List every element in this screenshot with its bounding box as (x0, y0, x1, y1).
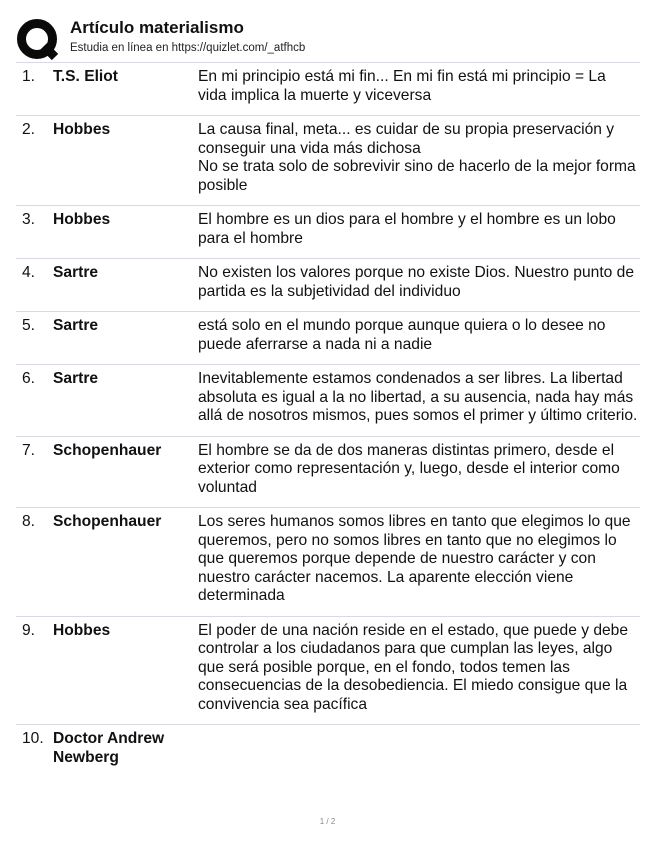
study-online-link[interactable]: Estudia en línea en https://quizlet.com/_atfhcb (70, 42, 306, 54)
definition-line: La causa final, meta... es cuidar de su propia preservación y conseguir una vida más dichosa (198, 121, 615, 157)
card-term: Schopenhauer (53, 441, 162, 459)
definition-line: Los seres humanos somos libres en tanto que elegimos lo que queremos, pero no somos libres en tanto que no elegimos lo que queremos porque depende de nuestro carácter y con nuestro carácter nacemos. La aparente elección viene determinada (198, 513, 631, 604)
flashcard-row (16, 725, 640, 771)
card-definition (198, 264, 638, 301)
flashcard-row (16, 437, 640, 509)
definition-line: Inevitablemente estamos condenados a ser libres. La libertad absoluta es igual a la no libertad, a su ausencia, nada hay más allá de nosotros mismos, pues somos el primer y último criterio. (198, 370, 638, 424)
card-term: Sartre (53, 370, 99, 387)
flashcard-row (16, 259, 640, 312)
card-number: 5. (22, 317, 36, 334)
flashcard-row (16, 312, 640, 365)
card-term: Hobbes (53, 211, 111, 228)
document-title: Artículo materialismo (70, 18, 244, 37)
card-definition (198, 317, 638, 354)
card-term: Hobbes (53, 121, 111, 138)
definition-line: está solo en el mundo porque aunque quiera o lo desee no puede aferrarse a nada ni a nadie (198, 317, 606, 353)
definition-line: No se trata solo de sobrevivir sino de hacerlo de la mejor forma posible (198, 158, 636, 194)
card-number: 4. (22, 264, 36, 281)
card-definition (198, 730, 638, 748)
card-definition (198, 121, 638, 195)
card-definition (198, 513, 638, 606)
card-term: Doctor Andrew Newberg (53, 730, 165, 766)
definition-line: No existen los valores porque no existe Dios. Nuestro punto de partida es la subjetividad del individuo (198, 264, 635, 300)
card-term: Hobbes (53, 621, 111, 639)
card-number: 8. (22, 513, 36, 530)
card-number: 3. (22, 211, 36, 228)
definition-line: El poder de una nación reside en el estado, que puede y debe controlar a los ciudadanos para que cumplan las leyes, algo que será posible porque, en el fondo, todos temen las consecuencias de la desobediencia. El miedo consigue que la convivencia sea pacífica (198, 621, 629, 713)
flashcard-row (16, 206, 640, 259)
card-definition (198, 68, 638, 105)
quizlet-logo-icon (16, 18, 62, 64)
flashcard-row (16, 617, 640, 726)
card-definition (198, 370, 638, 426)
flashcard-list (0, 63, 655, 771)
definition-line: En mi principio está mi fin... En mi fin está mi principio = La vida implica la muerte y viceversa (198, 68, 606, 104)
card-definition (198, 622, 638, 715)
flashcard-row (16, 63, 640, 116)
document-header (16, 14, 640, 62)
card-number: 1. (22, 68, 36, 85)
definition-line: El hombre se da de dos maneras distintas primero, desde el exterior como representación y, luego, desde el interior como voluntad (198, 441, 620, 496)
card-number: 10. (22, 730, 44, 747)
card-number: 9. (22, 621, 36, 639)
page-number: 1 / 2 (319, 817, 336, 826)
card-term: T.S. Eliot (53, 68, 118, 85)
flashcard-row (16, 116, 640, 206)
card-term: Schopenhauer (53, 513, 162, 530)
card-term: Sartre (53, 317, 99, 334)
card-number: 2. (22, 121, 36, 138)
card-definition (198, 211, 638, 248)
card-number: 6. (22, 370, 36, 387)
card-number: 7. (22, 441, 36, 459)
flashcard-row (16, 365, 640, 437)
definition-line: El hombre es un dios para el hombre y el hombre es un lobo para el hombre (198, 211, 616, 247)
flashcard-row (16, 508, 640, 617)
card-definition (198, 442, 638, 498)
card-term: Sartre (53, 264, 99, 281)
